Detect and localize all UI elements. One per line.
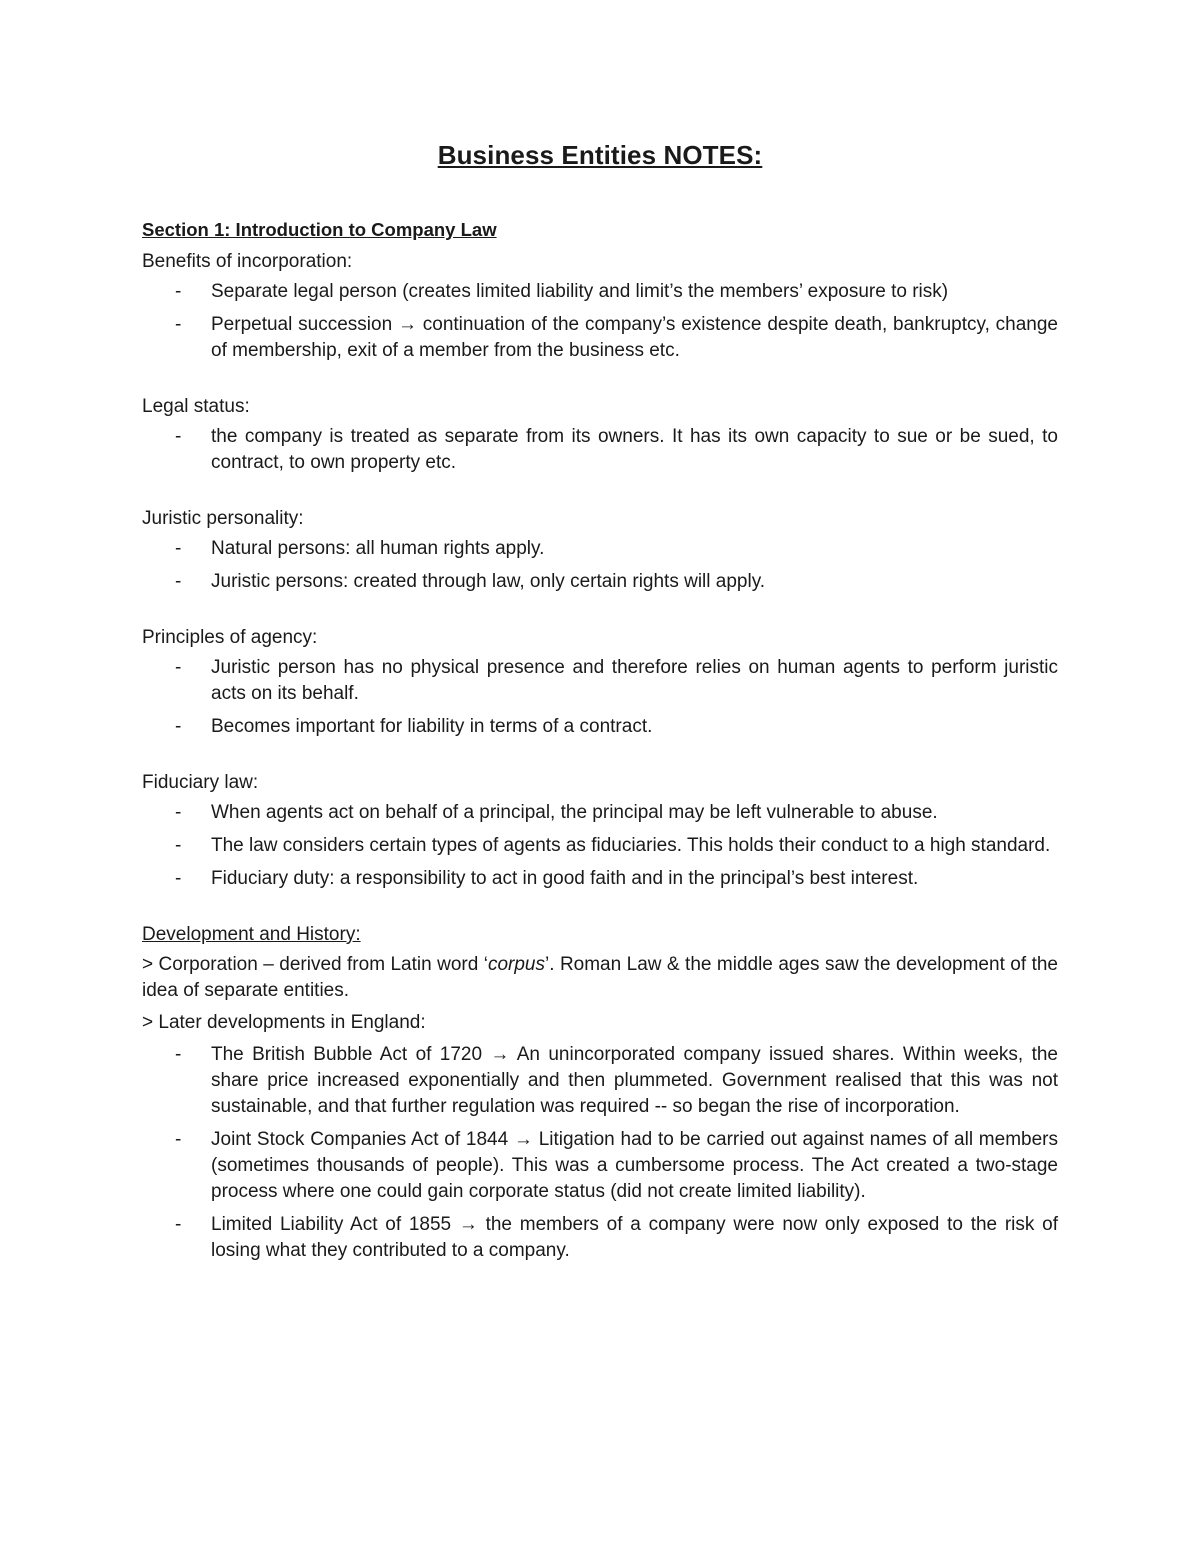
document-title: Business Entities NOTES: xyxy=(437,140,763,170)
list-item: - Separate legal person (creates limited liability and limit’s the members’ exposure to risk) xyxy=(142,279,1058,305)
list-item: - Juristic persons: created through law, only certain rights will apply. xyxy=(142,569,1058,595)
list-item: - Juristic person has no physical presence and therefore relies on human agents to perform juristic acts on its behalf. xyxy=(175,657,1058,704)
list-item: - Perpetual succession → continuation of the company’s existence despite death, bankruptcy, change of membership, exit of a member from the business etc. xyxy=(175,314,1058,361)
development-list xyxy=(142,1042,1058,1264)
list-item: - Becomes important for liability in terms of a contract. xyxy=(142,714,1058,740)
juristic-heading: Juristic personality: xyxy=(142,508,304,529)
fiduciary-list xyxy=(142,800,1058,892)
juristic-block xyxy=(142,508,1058,595)
dash-bullet: - xyxy=(175,1214,182,1235)
dash-bullet: - xyxy=(175,1129,182,1150)
benefits-block xyxy=(142,251,1058,364)
agency-heading: Principles of agency: xyxy=(142,627,318,648)
legal-status-list xyxy=(142,424,1058,476)
agency-list xyxy=(142,655,1058,740)
list-item: - the company is treated as separate from its owners. It has its own capacity to sue or be sued, to contract, to own property etc. xyxy=(175,426,1058,473)
development-heading: Development and History: xyxy=(142,924,361,945)
dash-bullet: - xyxy=(175,657,182,678)
dash-bullet: - xyxy=(175,426,182,447)
list-item: - Natural persons: all human rights apply. xyxy=(142,536,1058,562)
list-item: - When agents act on behalf of a principal, the principal may be left vulnerable to abuse. xyxy=(142,800,1058,826)
dash-bullet: - xyxy=(175,538,182,559)
fiduciary-heading: Fiduciary law: xyxy=(142,772,259,793)
list-item: - Limited Liability Act of 1855 → the members of a company were now only exposed to the risk of losing what they contributed to a company. xyxy=(175,1214,1058,1261)
corpus-term: corpus xyxy=(487,954,545,975)
development-block xyxy=(142,924,1058,1264)
list-item: - The law considers certain types of agents as fiduciaries. This holds their conduct to a high standard. xyxy=(142,833,1058,859)
dash-bullet: - xyxy=(175,835,182,856)
juristic-list xyxy=(142,536,1058,595)
corporation-paragraph: > Corporation – derived from Latin word ‘corpus’. Roman Law & the middle ages saw the development of the idea of separate entities. xyxy=(142,954,1058,1001)
dash-bullet: - xyxy=(175,802,182,823)
list-item: - Fiduciary duty: a responsibility to act in good faith and in the principal’s best interest. xyxy=(142,866,1058,892)
dash-bullet: - xyxy=(175,314,182,335)
document-page xyxy=(142,140,1058,1296)
dash-bullet: - xyxy=(175,868,182,889)
legal-status-block xyxy=(142,396,1058,476)
dash-bullet: - xyxy=(175,1044,182,1065)
dash-bullet: - xyxy=(175,716,182,737)
agency-block xyxy=(142,627,1058,740)
benefits-list xyxy=(142,279,1058,364)
benefits-heading: Benefits of incorporation: xyxy=(142,251,353,272)
later-developments-paragraph: > Later developments in England: xyxy=(142,1012,426,1033)
list-item: - Joint Stock Companies Act of 1844 → Litigation had to be carried out against names of all members (sometimes thousands of people). This was a cumbersome process. The Act created a two-stage process where one could gain corporate status (did not create limited liability). xyxy=(175,1129,1058,1202)
list-item: - The British Bubble Act of 1720 → An unincorporated company issued shares. Within weeks, the share price increased exponentially and then plummeted. Government realised that this was not sustainable, and that further regulation was required -- so began the rise of incorporation. xyxy=(175,1044,1058,1117)
dash-bullet: - xyxy=(175,281,182,302)
section-1-title: Section 1: Introduction to Company Law xyxy=(142,219,497,240)
fiduciary-block xyxy=(142,772,1058,892)
dash-bullet: - xyxy=(175,571,182,592)
legal-status-heading: Legal status: xyxy=(142,396,250,417)
